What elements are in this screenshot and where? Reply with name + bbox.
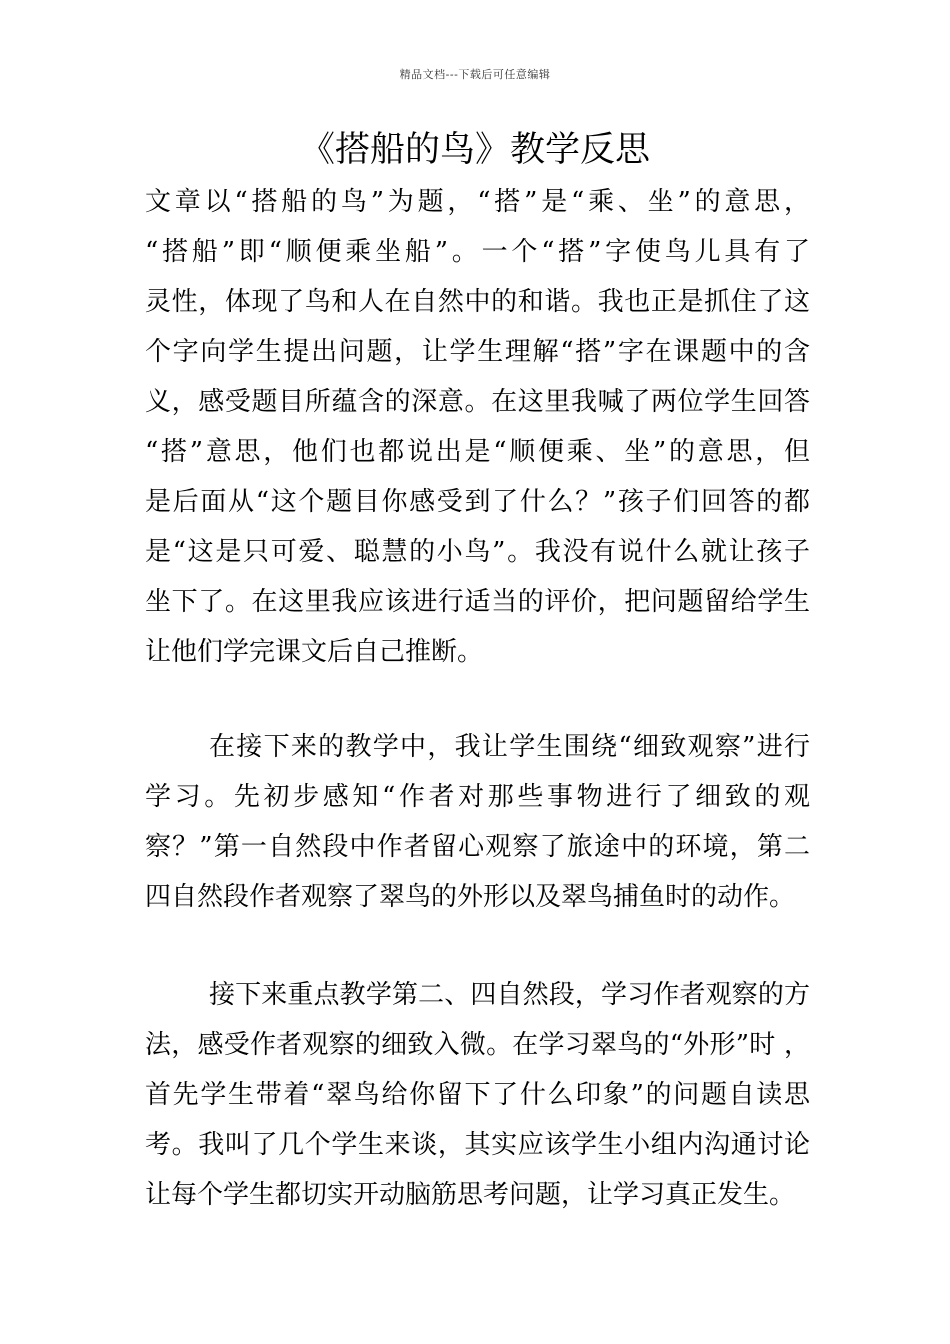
paragraph-line: 让每个学生都切实开动脑筋思考问题，让学习真正发生。 [145, 1180, 796, 1210]
header-note: 精品文档---下载后可任意编辑 [399, 68, 551, 81]
paragraph-line: 在接下来的教学中，我让学生围绕“细致观察”进行 [209, 732, 810, 762]
paragraph-3 [145, 970, 810, 1220]
paragraph-line: 义，感受题目所蕴含的深意。在这里我喊了两位学生回答 [145, 387, 810, 417]
paragraph-line: 灵性，体现了鸟和人在自然中的和谐。我也正是抓住了这 [145, 287, 810, 317]
paragraph-line: “搭船”即“顺便乘坐船”。一个“搭”字使鸟儿具有了 [145, 237, 810, 267]
paragraph-line: 是后面从“这个题目你感受到了什么？”孩子们回答的都 [145, 487, 810, 517]
paragraph-line: 察？”第一自然段中作者留心观察了旅途中的环境，第二 [145, 832, 810, 862]
document-title: 《搭船的鸟》教学反思 [299, 130, 650, 170]
paragraph-line: 坐下了。在这里我应该进行适当的评价，把问题留给学生 [145, 587, 810, 617]
paragraph-2 [145, 722, 810, 922]
paragraph-1 [145, 177, 810, 677]
paragraph-line: 个字向学生提出问题，让学生理解“搭”字在课题中的含 [145, 337, 810, 367]
paragraph-line: 四自然段作者观察了翠鸟的外形以及翠鸟捕鱼时的动作。 [145, 882, 796, 912]
paragraph-line: 让他们学完课文后自己推断。 [145, 637, 484, 667]
paragraph-line: 接下来重点教学第二、四自然段，学习作者观察的方 [209, 980, 810, 1010]
paragraph-line: “搭”意思，他们也都说出是“顺便乘、坐”的意思，但 [145, 437, 810, 467]
paragraph-line: 学习。先初步感知“作者对那些事物进行了细致的观 [145, 782, 810, 812]
paragraph-line: 首先学生带着“翠鸟给你留下了什么印象”的问题自读思 [145, 1080, 810, 1110]
paragraph-line: 法，感受作者观察的细致入微。在学习翠鸟的“外形”时 ， [145, 1030, 810, 1060]
paragraph-line: 文章以“搭船的鸟”为题，“搭”是“乘、坐”的意思， [145, 187, 810, 217]
paragraph-line: 考。我叫了几个学生来谈，其实应该学生小组内沟通讨论 [145, 1130, 810, 1160]
paragraph-line: 是“这是只可爱、聪慧的小鸟”。我没有说什么就让孩子 [145, 537, 810, 567]
